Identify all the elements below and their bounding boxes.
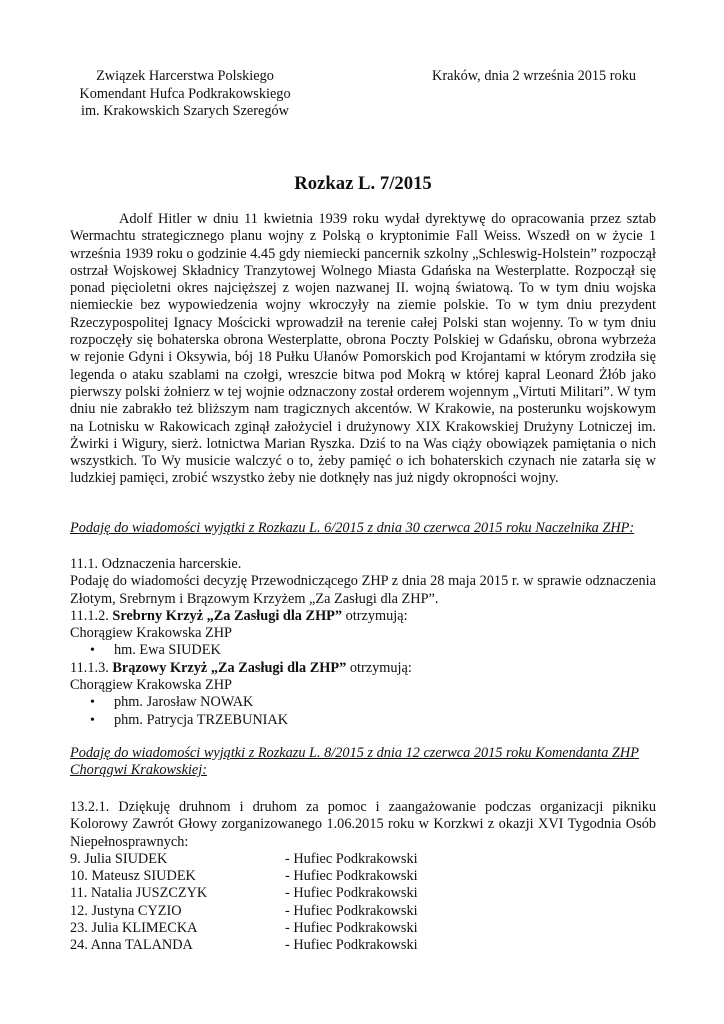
bronze-suffix: otrzymują: bbox=[349, 659, 412, 676]
list-item bbox=[70, 851, 656, 868]
person-unit: - Hufiec Podkrakowski bbox=[285, 920, 418, 937]
person-name: 24. Anna TALANDA bbox=[70, 937, 193, 954]
list-item: • phm. Jarosław NOWAK bbox=[70, 694, 656, 711]
person-unit: - Hufiec Podkrakowski bbox=[285, 937, 418, 954]
list-item bbox=[70, 920, 656, 937]
person-unit: - Hufiec Podkrakowski bbox=[285, 850, 418, 867]
place-date: Kraków, dnia 2 września 2015 roku bbox=[432, 68, 636, 84]
person-unit: - Hufiec Podkrakowski bbox=[285, 868, 418, 885]
list-item bbox=[70, 903, 656, 920]
bronze-unit: Chorągiew Krakowska ZHP bbox=[70, 677, 232, 694]
section1-heading: Podaję do wiadomości wyjątki z Rozkazu L. 6/2015 z dnia 30 czerwca 2015 roku Naczelnika ZHP: bbox=[70, 520, 635, 536]
person-name: 11. Natalia JUSZCZYK bbox=[70, 885, 208, 902]
point-13-2-1: 13.2.1. Dziękuję druhnom i druhom za pomoc i zaangażowanie podczas organizacji pikniku Kolorowy Zawrót Głowy zorganizowanego 1.06.2015 roku w Korzkwi z okazji XVI Tygodnia Osób Niepełnosprawnych: bbox=[70, 799, 656, 850]
org-line: Związek Harcerstwa Polskiego bbox=[96, 68, 274, 84]
section1-body bbox=[70, 556, 656, 729]
bronze-award: Brązowy Krzyż „Za Zasługi dla ZHP” bbox=[112, 659, 347, 676]
silver-suffix: otrzymują: bbox=[345, 607, 408, 624]
person-name: 12. Justyna CYZIO bbox=[70, 902, 182, 919]
org-line: im. Krakowskich Szarych Szeregów bbox=[80, 103, 290, 119]
section2-body bbox=[70, 799, 656, 955]
silver-unit: Chorągiew Krakowska ZHP bbox=[70, 625, 232, 642]
section2-heading: Podaję do wiadomości wyjątki z Rozkazu L. 8/2015 z dnia 12 czerwca 2015 roku Komendanta ZHP Chorągwi Krakowskiej: bbox=[70, 745, 639, 779]
bronze-recipients bbox=[70, 694, 656, 729]
silver-award: Srebrny Krzyż „Za Zasługi dla ZHP” bbox=[112, 607, 343, 624]
person-name: 23. Julia KLIMECKA bbox=[70, 920, 198, 937]
org-line: Komendant Hufca Podkrakowskiego bbox=[79, 85, 291, 102]
silver-cross-line bbox=[70, 608, 656, 625]
decision-text: Podaję do wiadomości decyzję Przewodniczącego ZHP z dnia 28 maja 2015 r. w sprawie odznaczenia Złotym, Srebrnym i Brązowym Krzyżem „Za Zasługi dla ZHP”. bbox=[70, 573, 656, 607]
silver-number: 11.1.2. bbox=[70, 607, 109, 624]
list-item: • phm. Patrycja TRZEBUNIAK bbox=[70, 712, 656, 729]
person-name: 9. Julia SIUDEK bbox=[70, 850, 168, 867]
document-title: Rozkaz L. 7/2015 bbox=[294, 173, 432, 194]
person-name: 10. Mateusz SIUDEK bbox=[70, 868, 196, 885]
silver-recipients bbox=[70, 642, 656, 659]
list-item bbox=[70, 868, 656, 885]
list-item bbox=[70, 885, 656, 902]
list-item: • hm. Ewa SIUDEK bbox=[70, 642, 656, 659]
person-unit: - Hufiec Podkrakowski bbox=[285, 885, 418, 902]
person-unit: - Hufiec Podkrakowski bbox=[285, 902, 418, 919]
bronze-number: 11.1.3. bbox=[70, 659, 109, 676]
organization-header bbox=[70, 68, 300, 121]
intro-paragraph: Adolf Hitler w dniu 11 kwietnia 1939 roku wydał dyrektywę do opracowania przez sztab Wermachtu strategicznego planu wojny z Polską o kryptonimie Fall Weiss. Wszedł on w życie 1 września 1939 roku o godzinie 4.45 gdy niemiecki pancernik szkolny „Schleswig-Holstein” rozpoczął ostrzał Wojskowej Składnicy Tranzytowej Wolnego Miasta Gdańska na Westerplatte. Rozpoczął się ponad pięcioletni okres najcięższej z wojen nazwanej II. wojną światową. To w tym dniu wojska niemieckie bez wypowiedzenia wojny wkroczyły na ziemie polskie. To w tym dniu prezydent Rzeczypospolitej Ignacy Mościcki wprowadził na terenie całej Polski stan wojenny. To w tym dniu rozpoczęły się bohaterska obrona Westerplatte, obrona Poczty Polskiej w Gdańsku, obrona wybrzeża w rejonie Gdyni i Oksywia, bój 18 Pułku Ułanów Pomorskich pod Krojantami w którym zrodziła się legenda o ataku szablami na czołgi, wreszcie bitwa pod Mokrą w której kapral Leonard Żłób jako pierwszy polski żołnierz w tej wojnie odznaczony został orderem wojennym „Virtuti Militari”. W tym dniu nie zabrakło też bliższym nam tragicznych akcentów. W Krakowie, na posterunku wojskowym na Lotnisku w Rakowicach zginął założyciel i drużynowy XIX Krakowskiej Drużyny Lotniczej im. Żwirki i Wigury, sierż. lotnictwa Marian Ryszka. Dziś to na Was ciąży obowiązek pamiętania o nich wszystkich. To Wy musicie walczyć o to, żeby pamięć o ich bohaterskich czynach nie zatarła się w ludzkiej pamięci, zrobić wszystko żeby nie dotknęły nas już nigdy okropności wojny. bbox=[70, 211, 656, 487]
bronze-cross-line bbox=[70, 660, 656, 677]
list-item bbox=[70, 937, 656, 954]
point-11-1: 11.1. Odznaczenia harcerskie. bbox=[70, 556, 242, 572]
